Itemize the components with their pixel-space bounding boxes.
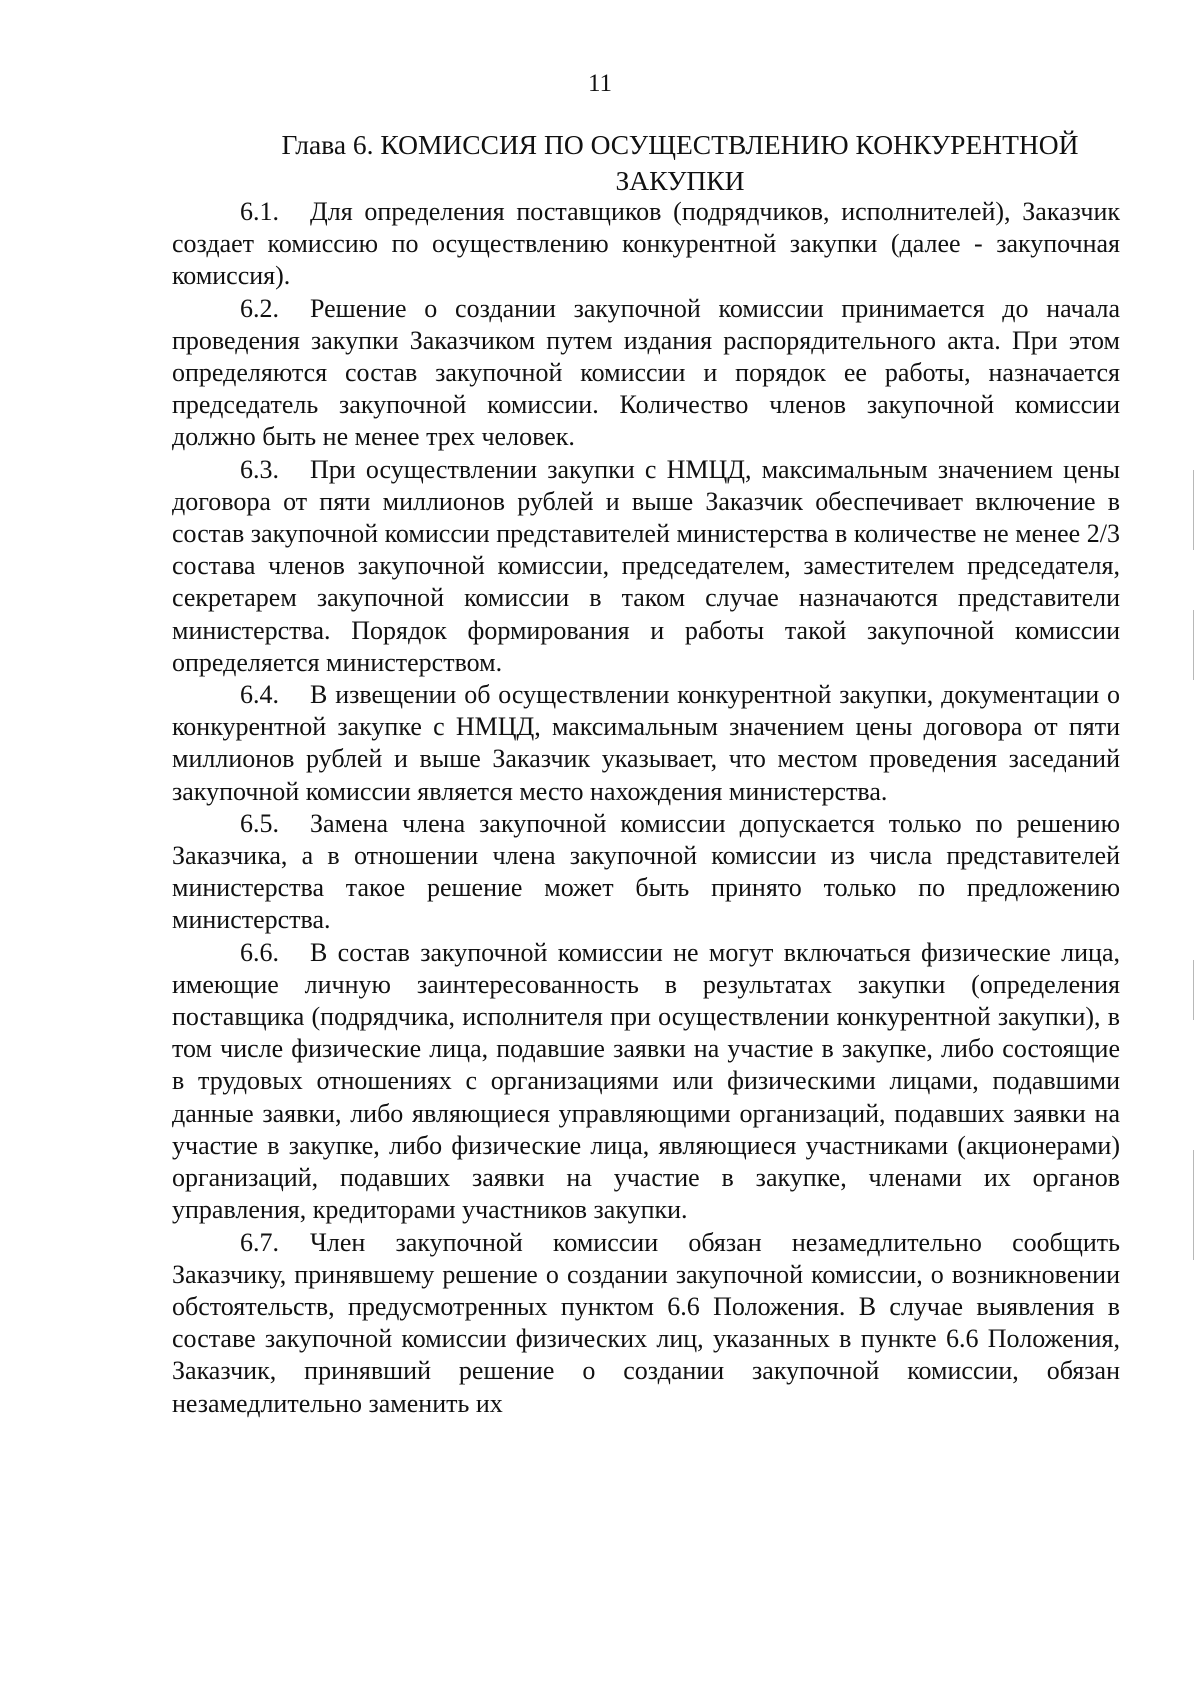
chapter-title: Глава 6. КОМИССИЯ ПО ОСУЩЕСТВЛЕНИЮ КОНКУРЕНТНОЙ ЗАКУПКИ [281,129,1079,196]
paragraph-number: 6.3. [240,454,279,484]
paragraph-text: Решение о создании закупочной комиссии принимается до начала проведения закупки Заказчиком путем издания распорядительного акта. При этом определяются состав закупочной комиссии и порядок ее работы, назначается председатель закупочной комиссии. Количество членов закупочной комиссии должно быть не менее трех человек. [172,293,1120,452]
paragraph-number: 6.1. [240,197,279,226]
paragraph-number: 6.2. [240,293,279,323]
paragraph-number: 6.7. [240,1227,279,1257]
paragraph-text: Член закупочной комиссии обязан незамедлительно сообщить Заказчику, принявшему решение о создании закупочной комиссии, о возникновении обстоятельств, предусмотренных пунктом 6.6 Положения. В случае выявления в составе закупочной комиссии физических лиц, указанных в пункте 6.6 Положения, Заказчик, принявший решение о создании закупочной комиссии, обязан незамедлительно заменить их [172,1227,1120,1418]
paragraph-number: 6.4. [240,680,279,710]
paragraph-6-7 [172,1227,1120,1420]
paragraph-text: Замена члена закупочной комиссии допускается только по решению Заказчика, а в отношении члена закупочной комиссии из числа представителей министерства такое решение может быть принято только по предложению министерства. [172,808,1120,935]
page-number: 11 [587,70,613,97]
scan-edge-mark [1193,960,1194,1020]
paragraph-6-4 [172,679,1120,808]
paragraph-6-5 [172,808,1120,937]
paragraph-number: 6.5. [240,808,279,838]
scan-edge-mark [1193,470,1194,550]
scan-edge-mark [1193,610,1194,680]
paragraph-text: При осуществлении закупки с НМЦД, максимальным значением цены договора от пяти миллионов рублей и выше Заказчик обеспечивает включение в состав закупочной комиссии представителей министерства в количестве не менее 2/3 состава членов закупочной комиссии, председателем, заместителем председателя, секретарем закупочной комиссии в таком случае назначаются представители министерства. Порядок формирования и работы такой закупочной комиссии определяется министерством. [172,454,1120,677]
paragraph-6-2 [172,293,1120,454]
chapter-body [172,196,1120,1420]
paragraph-text: Для определения поставщиков (подрядчиков, исполнителей), Заказчик создает комиссию по осуществлению конкурентной закупки (далее - закупочная комиссия). [172,197,1120,291]
paragraph-6-1 [172,196,1120,293]
scan-edge-mark [1193,1150,1194,1260]
paragraph-text: В состав закупочной комиссии не могут включаться физические лица, имеющие личную заинтересованность в результатах закупки (определения поставщика (подрядчика, исполнителя при осуществлении конкурентной закупки), в том числе физические лица, подавшие заявки на участие в закупке, либо состоящие в трудовых отношениях с организациями или физическими лицами, подавшими данные заявки, либо являющиеся управляющими организаций, подавших заявки на участие в закупке, либо физические лица, являющиеся участниками (акционерами) организаций, подавших заявки на участие в закупке, членами их органов управления, кредиторами участников закупки. [172,937,1120,1225]
paragraph-number: 6.6. [240,937,279,967]
paragraph-6-6 [172,937,1120,1227]
paragraph-text: В извещении об осуществлении конкурентной закупки, документации о конкурентной закупке с НМЦД, максимальным значением цены договора от пяти миллионов рублей и выше Заказчик указывает, что местом проведения заседаний закупочной комиссии является место нахождения министерства. [172,680,1120,806]
paragraph-6-3 [172,454,1120,679]
